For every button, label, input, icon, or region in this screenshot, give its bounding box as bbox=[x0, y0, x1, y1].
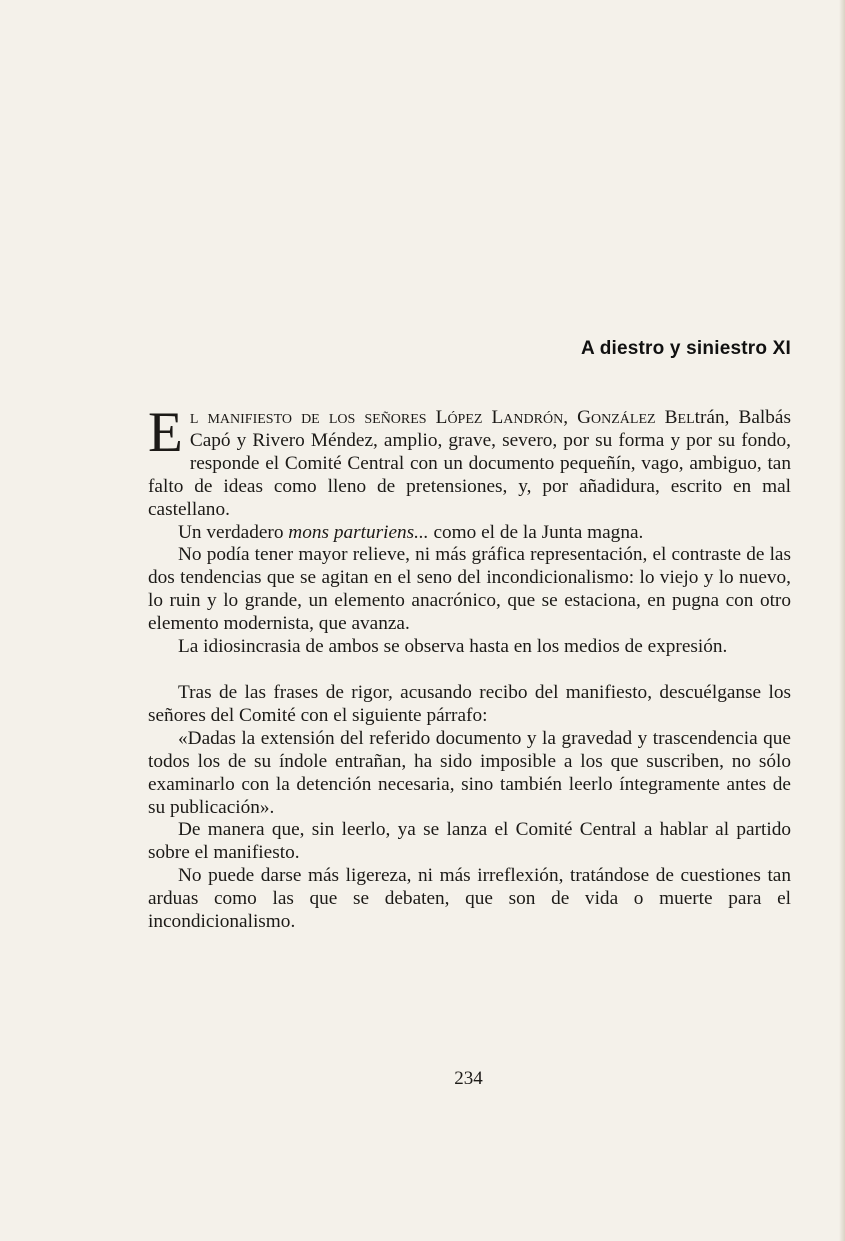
opening-smallcaps: l manifiesto de los señores López Landrón, González Bel bbox=[189, 407, 695, 428]
latin-phrase: mons parturiens... bbox=[288, 521, 429, 543]
paragraph-3: No podía tener mayor relieve, ni más gráfica representación, el contraste de las dos tendencias que se agitan en el seno del incondicionalismo: lo viejo y lo nuevo, lo ruin y lo grande, un elemento anacrónico, que se estaciona, en pugna con otro elemento modernista, que avanza. bbox=[148, 544, 791, 635]
paragraph-7: De manera que, sin leerlo, ya se lanza el Comité Central a hablar al partido sobre el manifiesto. bbox=[148, 819, 791, 864]
section-gap bbox=[148, 659, 791, 682]
drop-cap: E bbox=[148, 401, 183, 464]
paragraph-1 bbox=[148, 401, 791, 522]
paragraph-5: Tras de las frases de rigor, acusando recibo del manifiesto, descuélganse los señores del Comité con el siguiente párrafo: bbox=[148, 681, 791, 726]
paragraph-6-quote: «Dadas la extensión del referido documento y la gravedad y trascendencia que todos los de su índole entrañan, ha sido imposible a los que suscriben, no sólo examinarlo con la detención necesaria, sino también leerlo íntegramente antes de su publicación». bbox=[148, 727, 791, 818]
paragraph-4: La idiosincrasia de ambos se observa hasta en los medios de expresión. bbox=[178, 636, 728, 658]
page-edge bbox=[839, 0, 845, 1241]
body-text bbox=[148, 401, 791, 934]
paragraph-1-rest: trán, Balbás Capó y Rivero Méndez, amplio, grave, severo, por su forma y por su fondo, responde el Comité Central con un documento pequeñín, vago, ambiguo, tan falto de ideas como lleno de pretensiones, y, por añadidura, escrito en mal castellano. bbox=[148, 407, 791, 520]
paragraph-2 bbox=[148, 522, 791, 545]
paragraph-2-end: como el de la Junta magna. bbox=[428, 521, 644, 543]
paragraph-8: No puede darse más ligereza, ni más irreflexión, tratándose de cuestiones tan arduas como las que se debaten, que son de vida o muerte para el incondicionalismo. bbox=[148, 865, 791, 933]
chapter-title: A diestro y siniestro XI bbox=[581, 338, 791, 359]
page-number: 234 bbox=[454, 1068, 483, 1089]
paragraph-2-start: Un verdadero bbox=[178, 521, 289, 543]
